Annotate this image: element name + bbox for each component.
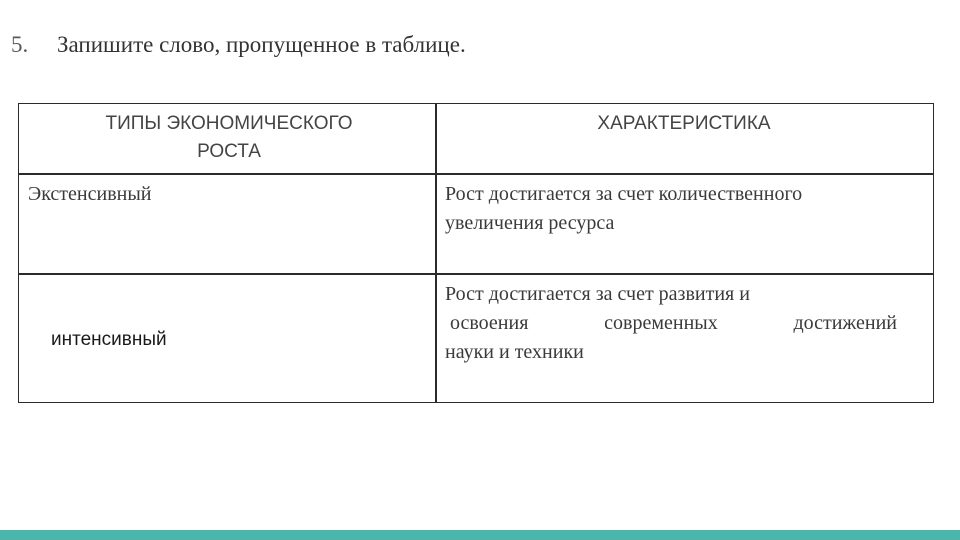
description-line: Рост достигается за счет количественного	[445, 183, 803, 205]
table-cell-growth-type: Экстенсивный	[28, 183, 152, 205]
description-line: науки и техники	[445, 341, 584, 363]
question-prompt	[11, 32, 466, 58]
table-header-types	[39, 110, 419, 166]
table-header-types-line: ТИПЫ ЭКОНОМИЧЕСКОГО	[105, 113, 353, 134]
description-word: достижений	[793, 312, 897, 334]
description-line: Рост достигается за счет развития и	[445, 283, 750, 305]
footer-accent-bar	[0, 530, 960, 540]
economic-growth-table	[18, 103, 934, 403]
table-cell-description	[445, 280, 897, 367]
description-line-justified	[445, 309, 897, 338]
question-number: 5.	[11, 32, 29, 57]
table-row-divider	[19, 173, 933, 175]
table-cell-growth-type-answer: интенсивный	[51, 329, 167, 350]
description-word: освоения	[450, 312, 529, 334]
description-line: увеличения ресурса	[445, 212, 615, 234]
question-text: Запишите слово, пропущенное в таблице.	[57, 32, 466, 57]
table-cell-description	[445, 180, 925, 238]
table-column-divider	[435, 104, 437, 402]
table-row-divider	[19, 273, 933, 275]
table-header-types-line: РОСТА	[197, 141, 261, 162]
description-word: современных	[604, 312, 718, 334]
table-header-characteristic: ХАРАКТЕРИСТИКА	[597, 113, 771, 134]
